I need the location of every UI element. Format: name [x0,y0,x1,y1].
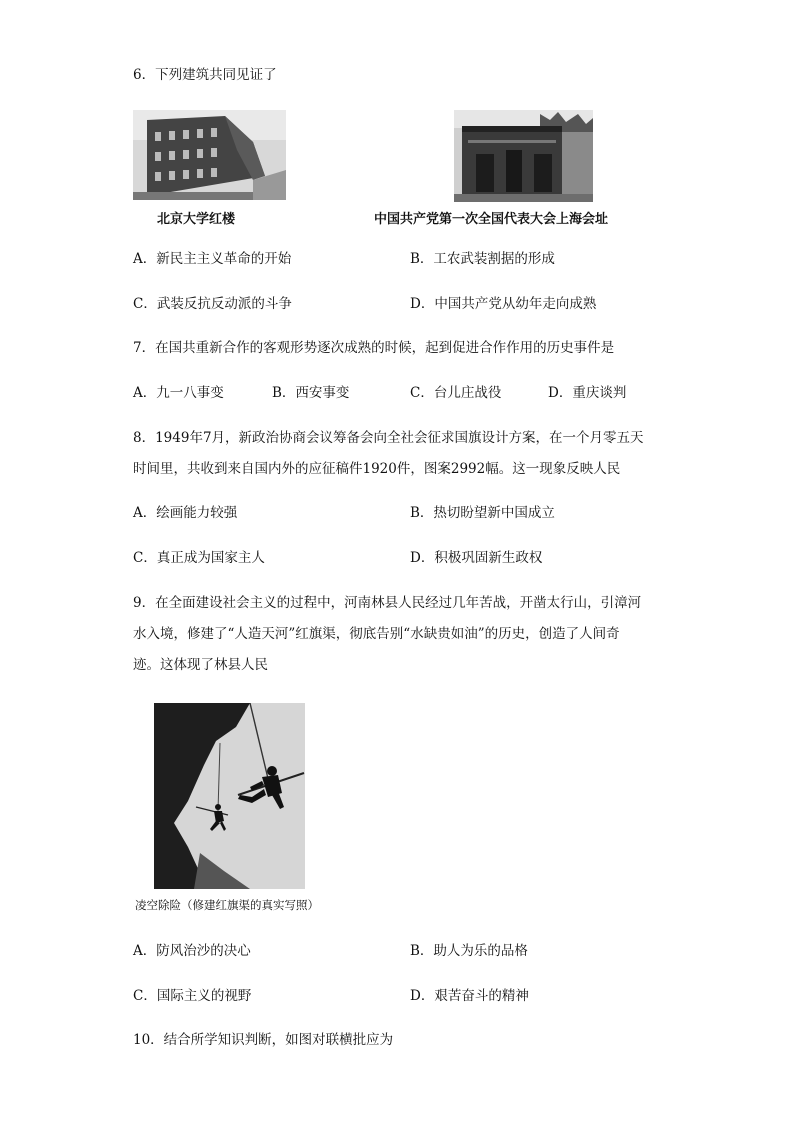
q9-stem-line2: 水入境，修建了“人造天河”红旗渠，彻底告别“水缺贵如油”的历史，创造了人间奇 [133,626,620,642]
q8-stem-line1: 8．1949年7月，新政治协商会议筹备会向全社会征求国旗设计方案，在一个月零五天 [133,430,644,446]
q8-option-d: D．积极巩固新生政权 [410,550,543,566]
q9-stem-line3: 迹。这体现了林县人民 [133,657,268,673]
q7-option-d: D．重庆谈判 [548,385,627,401]
q9-stem-line1: 9．在全面建设社会主义的过程中，河南林县人民经过几年苦战，开凿太行山，引漳河 [133,595,642,611]
photo-peking-university-red-building [133,110,286,200]
q9-option-d: D．艰苦奋斗的精神 [410,988,529,1004]
q9-option-b: B．助人为乐的品格 [410,943,528,959]
q8-option-a: A．绘画能力较强 [133,505,238,521]
q6-option-a: A．新民主主义革命的开始 [133,251,292,267]
q10-stem: 10．结合所学知识判断，如图对联横批应为 [133,1032,394,1048]
q6-option-c: C．武装反抗反动派的斗争 [133,296,292,312]
q9-option-a: A．防风治沙的决心 [133,943,251,959]
q7-option-a: A．九一八事变 [133,385,224,401]
q8-option-b: B．热切盼望新中国成立 [410,505,555,521]
q7-option-b: B．西安事变 [272,385,350,401]
photo-first-cpc-congress-site [454,110,593,202]
q8-stem-line2: 时间里，共收到来自国内外的应征稿件1920件，图案2992幅。这一现象反映人民 [133,461,621,477]
q6-option-b: B．工农武装割据的形成 [410,251,555,267]
photo-red-flag-canal-workers [154,703,305,889]
photo2-caption: 中国共产党第一次全国代表大会上海会址 [374,212,609,227]
q6-option-d: D．中国共产党从幼年走向成熟 [410,296,597,312]
q8-option-c: C．真正成为国家主人 [133,550,265,566]
q7-stem: 7．在国共重新合作的客观形势逐次成熟的时候，起到促进合作作用的历史事件是 [133,340,615,356]
q9-photo-caption: 凌空除险（修建红旗渠的真实写照） [135,898,319,912]
q9-option-c: C．国际主义的视野 [133,988,252,1004]
q7-option-c: C．台儿庄战役 [410,385,502,401]
q6-stem: 6．下列建筑共同见证了 [133,67,277,83]
photo1-caption: 北京大学红楼 [157,212,236,227]
